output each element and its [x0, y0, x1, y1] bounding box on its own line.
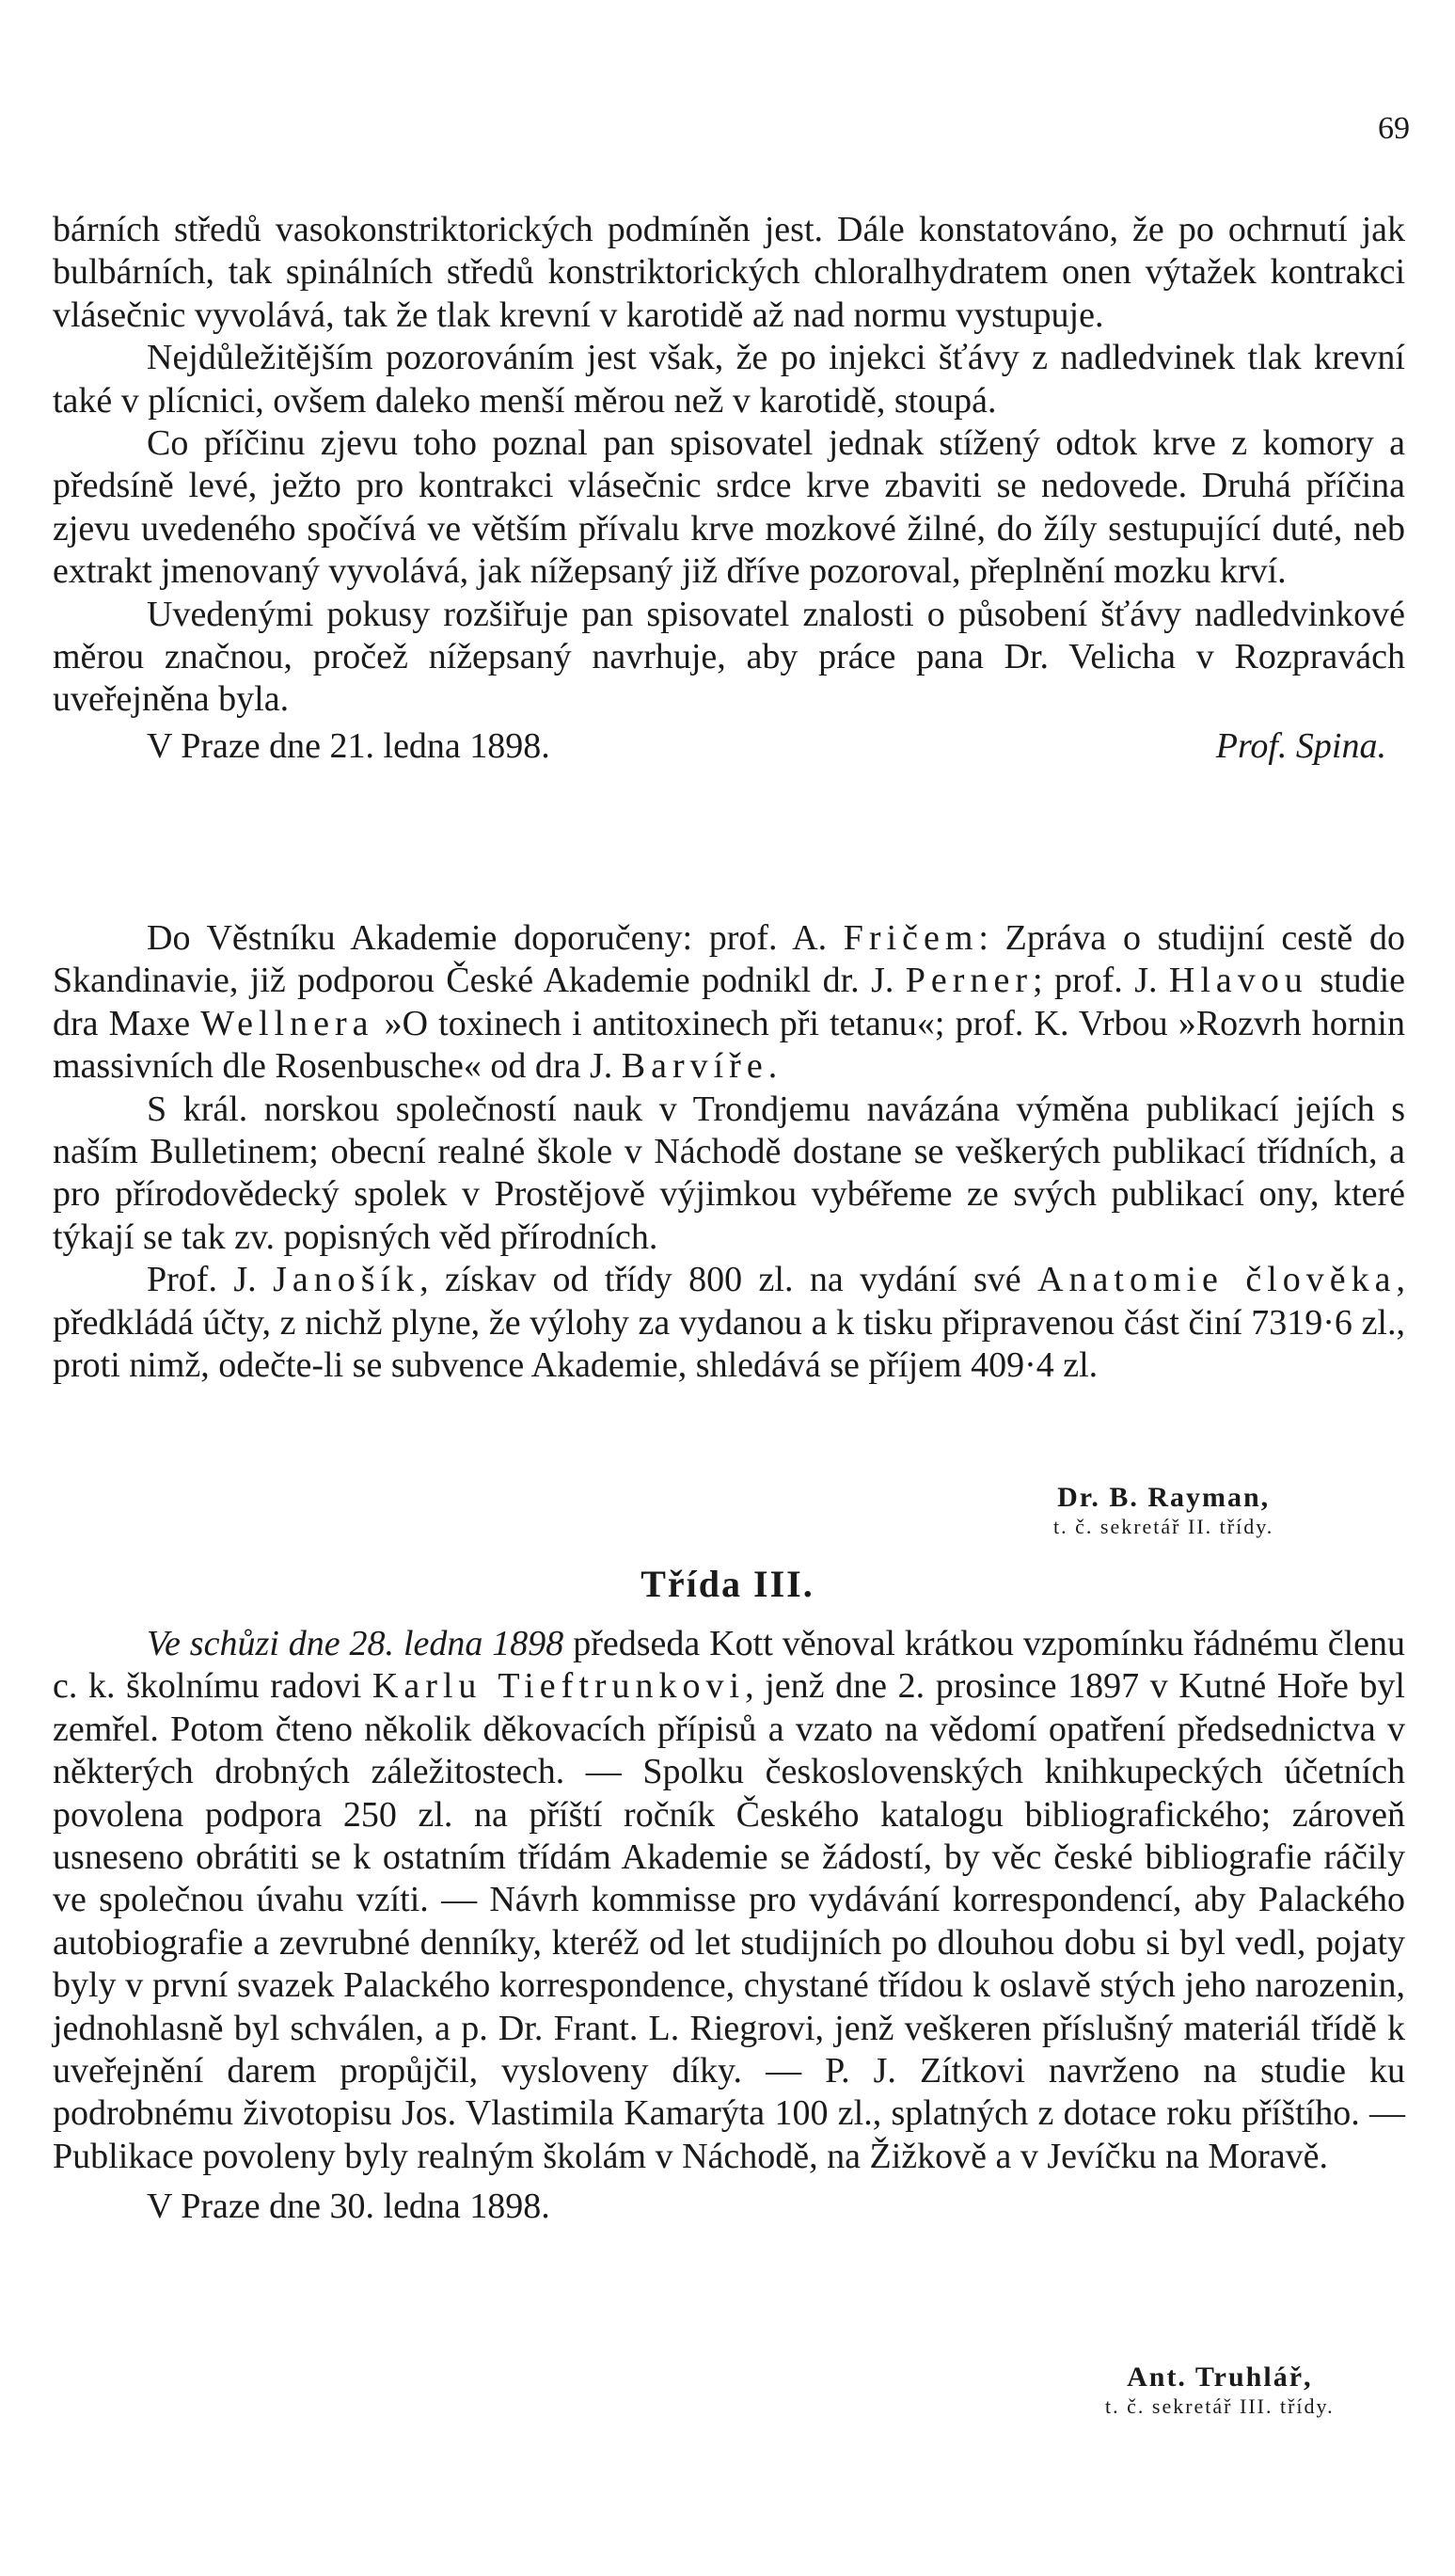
paragraph: Uvedenými pokusy rozšiřuje pan spisovatel znalosti o působení šťávy nadledvinkové měrou značnou, pročež nížepsaný navrhuje, aby práce pana Dr. Velicha v Rozpravách uveřejněna byla.	[53, 594, 1405, 720]
person-name: Janošík	[273, 1260, 420, 1300]
person-name: Fričem	[843, 918, 979, 958]
person-name: Hlavou	[1168, 961, 1308, 1001]
person-name: Karlu Tieftrunkovi	[372, 1666, 746, 1707]
date-line: V Praze dne 30. ledna 1898.	[147, 2186, 550, 2227]
paragraph	[53, 1259, 1405, 1387]
text-run: Do Věstníku Akademie doporučeny: prof. A.	[147, 918, 844, 958]
date-line: V Praze dne 21. ledna 1898.	[147, 725, 550, 766]
text-run: předseda Kott věnoval krátkou vzpomínku řádnému členu c. k. školnímu radovi	[53, 1624, 1406, 1707]
text-run: Prof. J.	[147, 1260, 274, 1300]
signature-role: t. č. sekretář III. třídy.	[1105, 2393, 1335, 2418]
text-run: , získav od třídy 800 zl. na vydání své	[419, 1260, 1038, 1300]
signature-role: t. č. sekretář II. třídy.	[1053, 1514, 1274, 1538]
text-run: ; prof. J.	[1032, 961, 1169, 1001]
meeting-date: Ve schůzi dne 28. ledna 1898	[147, 1624, 564, 1663]
text-run: : Zpráva o studijní cestě do Skandinavie, již podporou České Akademie podnikl dr. J.	[53, 918, 1405, 1001]
section-3	[53, 1623, 1405, 2229]
signature-name: Ant. Truhlář,	[1127, 2361, 1313, 2393]
signature-block-2	[1053, 1482, 1273, 1538]
person-name: Perner	[905, 961, 1033, 1001]
section-1	[53, 209, 1405, 768]
book-title: Anatomie člověka	[1037, 1260, 1397, 1300]
paragraph: S král. norskou společností nauk v Trondjemu navázána výměna publikací jejích s naším Bulletinem; obecní realné škole v Náchodě dostane se veškerých publikací třídních, a pro přírodovědecký spolek v Prostějově výjimkou vybéřeme ze svých publikací ony, které týkají se tak zv. popisných věd přírodních.	[53, 1089, 1405, 1257]
paragraph: bárních středů vasokonstriktorických podmíněn jest. Dále konstatováno, že po ochrnutí jak bulbárních, tak spinálních středů konstriktorických chloralhydratem onen výtažek kontrakci vlásečnic vyvolává, tak že tlak krevní v karotidě až nad normu vystupuje.	[53, 210, 1405, 335]
signature-name: Dr. B. Rayman,	[1057, 1482, 1271, 1513]
text-run: .	[767, 1046, 778, 1087]
signature-block-3	[1105, 2361, 1335, 2418]
text-run: , jenž dne 2. prosince 1897 v Kutné Hoře byl zemřel. Potom čteno několik děkovacích přípisů a vzato na vědomí opatření předsednictva v některých drobných záležitostech. — Spolku československých knihkupeckých účetních povolena podpora 250 zl. na příští ročník Českého katalogu bibliografického; zároveň usneseno obrátiti se k ostatním třídám Akademie se žádostí, by věc české bibliografie ráčily ve společnou úvahu vzíti. — Návrh kommisse pro vydávání korrespondencí, aby Palackého autobiografie a zevrubné denníky, kteréž od let studijních po dlouhou dobu si byl vedl, pojaty byly v první svazek Palackého korrespondence, chystané třídou k oslavě stých jeho narozenin, jednohlasně byl schválen, a p. Dr. Frant. L. Riegrovi, jenž veškeren příslušný materiál třídě k uveřejnění darem propůjčil, vysloveny díky. — P. J. Zítkovi navrženo na studie ku podrobnému životopisu Jos. Vlastimila Kamarýta 100 zl., splatných z dotace roku příštího. — Publikace povoleny byly realným školám v Náchodě, na Žižkově a v Jevíčku na Moravě.	[53, 1666, 1405, 2176]
text-run: studie dra Maxe	[53, 961, 1405, 1043]
dateline-row	[53, 725, 1405, 768]
section-heading: Třída III.	[641, 1563, 814, 1605]
text-run: »O toxinech i antitoxinech při tetanu«; prof. K. Vrbou »Rozvrh hornin massivních dle Rosenbusche« od dra J.	[53, 1003, 1405, 1087]
paragraph	[53, 917, 1405, 1089]
page-number: 69	[1378, 111, 1410, 146]
section-2	[53, 917, 1405, 1387]
person-name: Wellnera	[200, 1003, 374, 1043]
paragraph: Nejdůležitějším pozorováním jest však, že po injekci šťávy z nadledvinek tlak krevní také v plícnici, ovšem daleko menší měrou než v karotidě, stoupá.	[53, 338, 1405, 421]
person-name: Barvíře	[621, 1046, 768, 1087]
text-run: , předkládá účty, z nichž plyne, že výlohy za vydanou a k tisku připravenou část činí 7319·6 zl., proti nimž, odečte-li se subvence Akademie, shledává se příjem 409·4 zl.	[53, 1260, 1406, 1386]
paragraph: Co příčinu zjevu toho poznal pan spisovatel jednak stížený odtok krve z komory a předsíně levé, ježto pro kontrakci vlásečnic srdce krve zbaviti se nedovede. Druhá příčina zjevu uvedeného spočívá ve větším přívalu krve mozkové žilné, do žíly sestupující duté, neb extrakt jmenovaný vyvolává, jak nížepsaný již dříve pozoroval, přeplnění mozku krví.	[53, 423, 1405, 592]
paragraph	[53, 1623, 1405, 2178]
signature: Prof. Spina.	[1215, 725, 1386, 766]
